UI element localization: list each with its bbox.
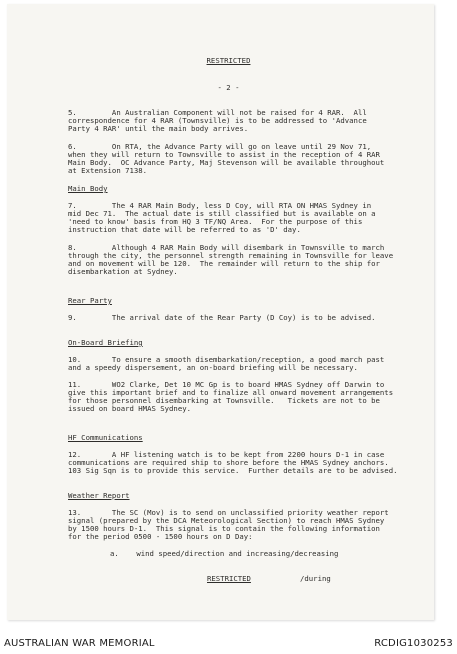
heading-hf-communications: HF Communications — [68, 433, 143, 442]
heading-weather-report: Weather Report — [68, 491, 130, 500]
heading-on-board-briefing: On-Board Briefing — [68, 338, 143, 347]
classification-header: RESTRICTED — [206, 56, 251, 65]
archive-reference: RCDIG1030253 — [374, 638, 453, 649]
archive-label: AUSTRALIAN WAR MEMORIAL — [4, 638, 155, 649]
page-number: - 2 - — [217, 83, 240, 92]
paragraph-9: 9. The arrival date of the Rear Party (D Coy) is to be advised. — [68, 313, 376, 322]
continuation-marker: /during — [300, 574, 331, 583]
heading-main-body: Main Body — [68, 184, 108, 193]
heading-rear-party: Rear Party — [68, 296, 112, 305]
paragraph-13-item-a: a. wind speed/direction and increasing/decreasing — [110, 549, 339, 558]
classification-footer: RESTRICTED — [207, 574, 251, 583]
